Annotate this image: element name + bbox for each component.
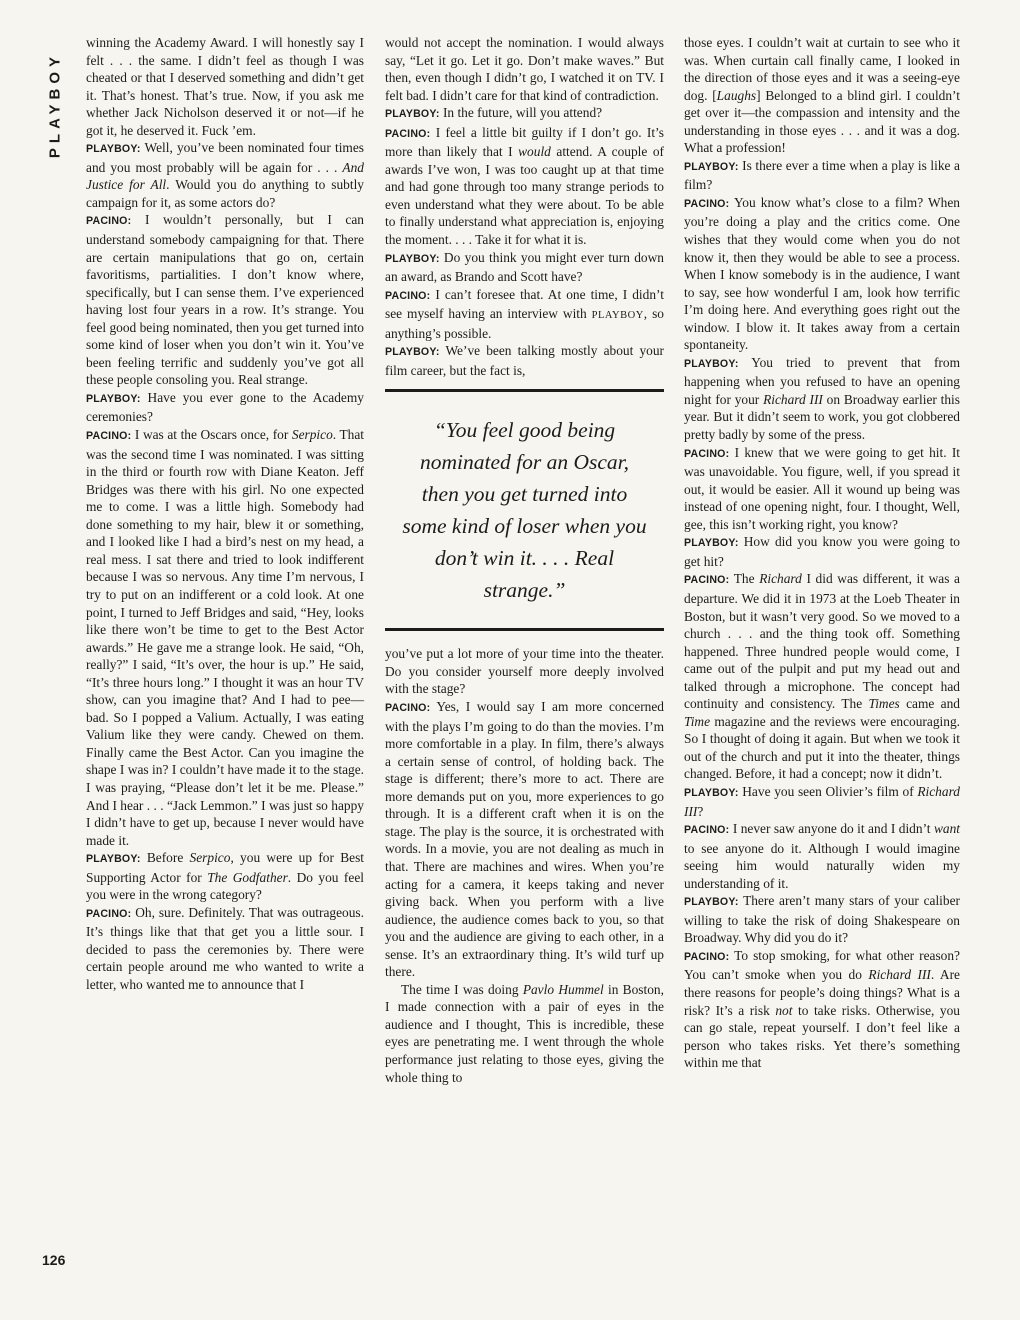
- interview-exchange: [684, 444, 960, 534]
- paragraph-text: How did you know you were going to get hit?: [684, 534, 960, 569]
- paragraph-text: I was at the Oscars once, for Serpico. That was the second time I was nominated. I was sitting in the third or fourth row with Diane Keaton. Jeff Bridges was there with his girl. No one expected me to come. I was a little high. Somebody had done something to my hair, blew it or something, and I looked like I had a bird’s nest on my head, a real mess. I sat there and tried to look indifferent because I was so nervous. Any time I’m nervous, I try to put on an indifferent or a cold look. At one point, I turned to Jeff Bridges and said, “Hey, looks like there won’t be time to get to the Best Actor awards.” He gave me a strange look. He said, “Oh, really?” I said, “It’s over, the hour is up.” He said, “It’s three hours long.” I thought it was an hour TV show, can you imagine that? And I had to pee—bad. So I popped a Valium. Actually, I was eating Valium like they were candy. Chewed on them. Finally came the Best Actor. Can you imagine the shape I was in? I couldn’t have made it to the stage. I was praying, “Please don’t let it be me. Please.” And I hear . . . “Jack Lemmon.” I was just so happy I didn’t have to get up, because I never would have made it.: [86, 427, 364, 848]
- paragraph-text: I feel a little bit guilty if I don’t go. It’s more than likely that I would attend. A couple of awards I’ve won, I was too caught up at that time and had gone through too many strange periods to even understand what they were about. To be able to finally understand what appreciation is, enjoying the moment. . . . Take it for what it is.: [385, 124, 664, 248]
- paragraph-text: Yes, I would say I am more concerned with the plays I’m going to do than the movies. I’m more comfortable in a play. In film, there’s always a certain sense of control, of holding back. The stage is different; there’s more to act. There are more demands put on you, more experiences to go through. It is a different craft when it is on the stage. The play is the source, it is orchestrated with words. In a movie, you are not dealing as much in that. There are machines and wires. When you’re acting for a camera, it keeps taking and never giving back. When you perform with a live audience, the audience comes back to you, so that you and the audience are giving to each other, in a sense. It’s an extraordinary thing. It’s wild turf up there.: [385, 699, 664, 980]
- paragraph-text: those eyes. I couldn’t wait at curtain to see who it was. When curtain call finally came, I looked in the direction of those eyes and it was a seeing-eye dog. [Laughs] Belonged to a blind girl. I couldn’t get over it—the compassion and intensity and the understanding in those eyes . . . and it was a dog. What a profession!: [684, 35, 960, 156]
- interview-exchange: [684, 157, 960, 194]
- speaker-label: PACINO:: [684, 824, 730, 837]
- speaker-label: PLAYBOY:: [86, 853, 141, 866]
- paragraph-text: Do you think you might ever turn down an award, as Brando and Scott have?: [385, 249, 664, 285]
- interview-exchange: [86, 904, 364, 994]
- column-2-top: [385, 34, 664, 379]
- paragraph-text: Oh, sure. Definitely. That was outrageous. It’s things like that that get you a little sour. I decided to pass the ceremonies by. There were certain people around me who wanted to write a letter, who wanted me to announce that I: [86, 904, 364, 992]
- paragraph-text: We’ve been talking mostly about your film career, but the fact is,: [385, 343, 664, 378]
- page-number: 126: [42, 1252, 66, 1268]
- interview-exchange: [385, 286, 664, 343]
- paragraph-text: Have you ever gone to the Academy ceremonies?: [86, 389, 364, 425]
- speaker-label: PACINO:: [684, 574, 730, 587]
- paragraph-text: Before Serpico, you were up for Best Supporting Actor for The Godfather. Do you feel you were in the wrong category?: [86, 850, 365, 903]
- interview-exchange: [86, 426, 364, 849]
- interview-exchange: [385, 124, 664, 249]
- speaker-label: PACINO:: [86, 907, 132, 920]
- column-2-bottom: [385, 645, 664, 1086]
- speaker-label: PLAYBOY:: [86, 392, 141, 405]
- paragraph-text: I wouldn’t personally, but I can understand somebody campaigning for that. There are certain manipulations that go on, certain favoritisms, partialities. I don’t know where, specifically, but I can sense them. I’ve experienced having lost four years in a row. It’s strange. You feel good being nominated, then you get turned into some kind of loser when you don’t win it. You’ve been feeling terrific and suddenly you’ve got all these people consoling you. Real strange.: [86, 212, 364, 388]
- column-1-body: [86, 34, 364, 994]
- speaker-label: PACINO:: [86, 215, 132, 228]
- interview-exchange: [385, 104, 664, 124]
- pull-quote-box: [385, 389, 664, 631]
- paragraph-text: In the future, will you attend?: [442, 105, 603, 121]
- interview-exchange: [684, 892, 960, 947]
- speaker-label: PLAYBOY:: [385, 346, 440, 359]
- paragraph-text: I knew that we were going to get hit. It was unavoidable. You figure, well, if you spread it out, it would be easier. All it wound up being was instead of one opening night, four. I thought, Well, gee, this isn’t working right, you know?: [684, 444, 960, 532]
- speaker-label: PLAYBOY:: [684, 357, 739, 370]
- body-paragraph: [385, 981, 664, 1086]
- pull-quote-bottom-rule: [385, 628, 664, 631]
- speaker-label: PLAYBOY:: [385, 252, 440, 265]
- interview-exchange: [684, 354, 960, 444]
- interview-exchange: [684, 820, 960, 892]
- interview-exchange: [86, 849, 364, 904]
- paragraph-text: The time I was doing Pavlo Hummel in Boston, I made connection with a pair of eyes in the audience and I thought, This is incredible, these eyes are penetrating me. I went through the whole performance just relating to those eyes, giving the whole thing to: [385, 981, 664, 1085]
- speaker-label: PACINO:: [86, 430, 132, 443]
- speaker-label: PACINO:: [385, 702, 431, 715]
- speaker-label: PACINO:: [385, 127, 431, 140]
- interview-exchange: [86, 211, 364, 388]
- magazine-spine-title: [44, 40, 66, 170]
- interview-exchange: [684, 533, 960, 570]
- speaker-label: PLAYBOY:: [86, 143, 141, 156]
- paragraph-text: I never saw anyone do it and I didn’t want to see anyone do it. Although I would imagine seeing him would naturally widen my understanding of it.: [684, 821, 961, 891]
- paragraph-text: You know what’s close to a film? When you’re doing a play and the critics come. One wishes that they would come when you do not know it, then they would be able to see a process. When I know somebody is in the audience, I want to say, see how wonderful I am, look how terrific I’m doing here. And everything goes right out the window. I blow it. It takes away from a certain spontaneity.: [684, 194, 960, 353]
- speaker-label: PLAYBOY:: [684, 896, 739, 909]
- speaker-label: PLAYBOY:: [684, 160, 739, 173]
- body-paragraph: [684, 34, 960, 157]
- speaker-label: PACINO:: [684, 950, 730, 963]
- interview-exchange: [385, 249, 664, 286]
- paragraph-text: You tried to prevent that from happening when you refused to have an opening night for your Richard III on Broadway earlier this year. But it didn’t seem to work, you got clobbered pretty badly by some of the press.: [684, 354, 960, 443]
- interview-exchange: [684, 570, 960, 783]
- paragraph-text: To stop smoking, for what other reason? You can’t smoke when you do Richard III. Are there reasons for people’s doing things? What is a risk? It’s a risk not to take risks. Otherwise, you can go stale, repeat yourself. I don’t feel like a person who takes risks. Yet there’s something within me that: [684, 947, 961, 1071]
- speaker-label: PLAYBOY:: [684, 537, 739, 550]
- paragraph-text: would not accept the nomination. I would always say, “Let it go. Let it go. Don’t make waves.” But then, even though I didn’t go, I watched it on TV. I felt bad. I didn’t care for that kind of contradiction.: [385, 35, 664, 103]
- speaker-label: PACINO:: [684, 197, 730, 210]
- interview-exchange: [385, 342, 664, 379]
- paragraph-text: Well, you’ve been nominated four times and you most probably will be again for . . . And Justice for All. Would you do anything to subtly campaign for it, as some actors do?: [86, 140, 364, 210]
- speaker-label: PLAYBOY:: [684, 786, 739, 799]
- interview-exchange: [86, 389, 364, 426]
- speaker-label: PACINO:: [684, 447, 730, 460]
- speaker-label: PACINO:: [385, 289, 431, 302]
- paragraph-text: The Richard I did was different, it was a departure. We did it in 1973 at the Loeb Theater in Boston, but it wasn’t very good. So we moved to a church . . . and the thing took off. Something happened. Three hundred people would come, I came out of the pulpit and put my head out and talked through a microphone. The concept had continuity and consistency. The Times came and Time magazine and the reviews were encouraging. So I thought of doing it again. But when we took it out of the church and put it into the theater, things changed. Before, it had a concept; now it didn’t.: [684, 571, 961, 782]
- body-paragraph: [385, 645, 664, 698]
- interview-exchange: [684, 783, 960, 820]
- pull-quote: “You feel good being nominated for an Oscar, then you get turned into some kind of loser when you don’t win it. . . . Real strange.”: [402, 418, 647, 603]
- paragraph-text: There aren’t many stars of your caliber willing to take the risk of doing Shakespeare on Broadway. Why did you do it?: [684, 893, 960, 946]
- column-3: [684, 34, 960, 1072]
- paragraph-text: winning the Academy Award. I will honestly say I felt . . . the same. I didn’t feel as though I was cheated or that I deserved something and didn’t get it. That’s honest. That’s true. Now, if you ask me whether Jack Nicholson deserved it or not—if he got it, he deserved it. Fuck ’em.: [86, 35, 364, 138]
- paragraph-text: you’ve put a lot more of your time into the theater. Do you consider yourself more deeply involved with the stage?: [385, 646, 664, 697]
- column-1: [86, 34, 364, 994]
- interview-exchange: [684, 194, 960, 354]
- paragraph-text: Have you seen Olivier’s film of Richard III?: [684, 783, 960, 819]
- paragraph-text: I can’t foresee that. At one time, I didn’t see myself having an interview with PLAYBOY, so anything’s possible.: [385, 286, 664, 341]
- magazine-name: PLAYBOY: [46, 51, 64, 159]
- interview-exchange: [86, 139, 364, 211]
- paragraph-text: Is there ever a time when a play is like a film?: [684, 157, 960, 193]
- interview-exchange: [385, 698, 664, 981]
- body-paragraph: [86, 34, 364, 139]
- column-3-body: [684, 34, 960, 1072]
- column-2: [385, 34, 664, 1086]
- speaker-label: PLAYBOY:: [385, 108, 440, 121]
- interview-exchange: [684, 947, 960, 1072]
- body-paragraph: [385, 34, 664, 104]
